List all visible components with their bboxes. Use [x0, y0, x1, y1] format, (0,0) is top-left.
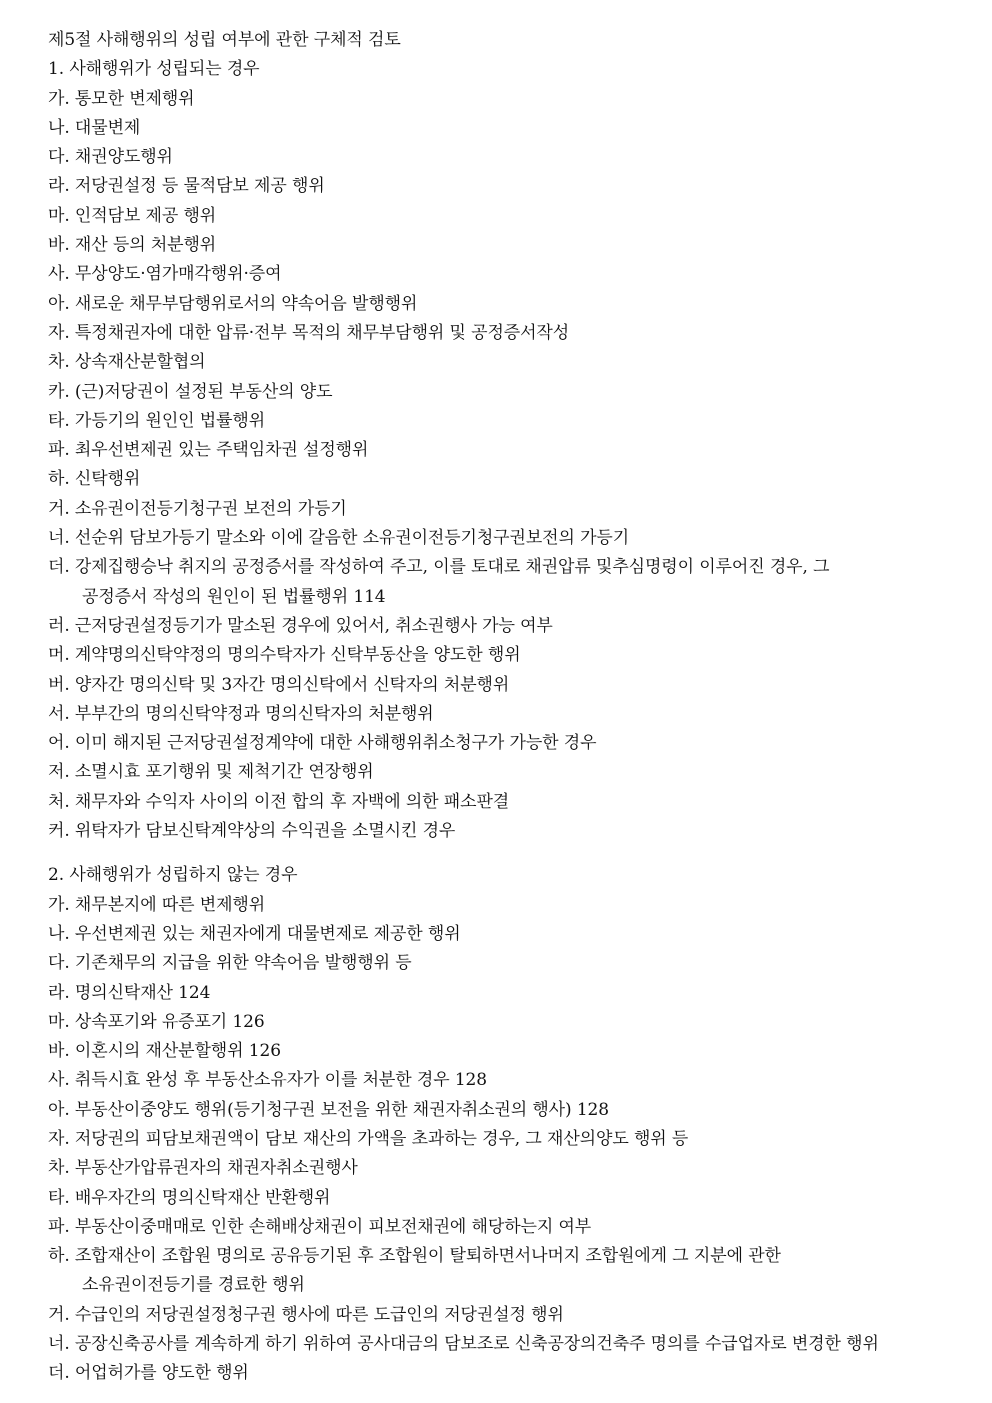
list-item: 버. 양자간 명의신탁 및 3자간 명의신탁에서 신탁자의 처분행위	[48, 674, 510, 695]
list-item: 아. 부동산이중양도 행위(등기청구권 보전을 위한 채권자취소권의 행사) 128	[48, 1099, 609, 1120]
list-item: 서. 부부간의 명의신탁약정과 명의신탁자의 처분행위	[48, 703, 434, 724]
section-gap	[48, 846, 948, 861]
list-item: 바. 재산 등의 처분행위	[48, 235, 217, 256]
list-item: 너. 공장신축공사를 계속하게 하기 위하여 공사대금의 담보조로 신축공장의건축주 명의를 수급업자로 변경한 행위	[48, 1334, 879, 1355]
section-1-heading: 1. 사해행위가 성립되는 경우	[48, 59, 260, 80]
section-2-heading: 2. 사해행위가 성립하지 않는 경우	[48, 865, 298, 886]
list-item: 마. 인적담보 제공 행위	[48, 205, 217, 226]
list-item: 하. 조합재산이 조합원 명의로 공유등기된 후 조합원이 탈퇴하면서나머지 조합원에게 그 지분에 관한	[48, 1246, 781, 1267]
list-item-continuation: 소유권이전등기를 경료한 행위	[82, 1275, 305, 1296]
list-item: 처. 채무자와 수익자 사이의 이전 합의 후 자백에 의한 패소판결	[48, 791, 510, 812]
list-item: 카. (근)저당권이 설정된 부동산의 양도	[48, 381, 333, 402]
list-item: 아. 새로운 채무부담행위로서의 약속어음 발행행위	[48, 293, 418, 314]
list-item: 자. 특정채권자에 대한 압류·전부 목적의 채무부담행위 및 공정증서작성	[48, 322, 570, 343]
list-item: 커. 위탁자가 담보신탁계약상의 수익권을 소멸시킨 경우	[48, 821, 456, 842]
list-item: 더. 강제집행승낙 취지의 공정증서를 작성하여 주고, 이를 토대로 채권압류 및추심명령이 이루어진 경우, 그	[48, 557, 830, 578]
list-item: 더. 어업허가를 양도한 행위	[48, 1363, 249, 1384]
list-item: 머. 계약명의신탁약정의 명의수탁자가 신탁부동산을 양도한 행위	[48, 645, 521, 666]
list-item: 타. 배우자간의 명의신탁재산 반환행위	[48, 1187, 331, 1208]
list-item: 나. 우선변제권 있는 채권자에게 대물변제로 제공한 행위	[48, 923, 461, 944]
list-item: 마. 상속포기와 유증포기 126	[48, 1011, 265, 1032]
list-item: 다. 채권양도행위	[48, 147, 173, 168]
list-item: 바. 이혼시의 재산분할행위 126	[48, 1041, 281, 1062]
list-item: 파. 부동산이중매매로 인한 손해배상채권이 피보전채권에 해당하는지 여부	[48, 1216, 592, 1237]
list-item: 가. 통모한 변제행위	[48, 88, 195, 109]
list-item: 차. 상속재산분할협의	[48, 352, 206, 373]
chapter-title: 제5절 사해행위의 성립 여부에 관한 구체적 검토	[48, 30, 401, 50]
list-item: 사. 취득시효 완성 후 부동산소유자가 이를 처분한 경우 128	[48, 1070, 487, 1091]
list-item: 너. 선순위 담보가등기 말소와 이에 갈음한 소유권이전등기청구권보전의 가등기	[48, 528, 630, 549]
list-item: 어. 이미 해지된 근저당권설정계약에 대한 사해행위취소청구가 가능한 경우	[48, 733, 597, 754]
list-item: 차. 부동산가압류권자의 채권자취소권행사	[48, 1158, 358, 1179]
list-item: 거. 소유권이전등기청구권 보전의 가등기	[48, 498, 347, 519]
list-item: 거. 수급인의 저당권설정청구권 행사에 따른 도급인의 저당권설정 행위	[48, 1304, 564, 1325]
list-item: 다. 기존채무의 지급을 위한 약속어음 발행행위 등	[48, 953, 412, 974]
list-item: 파. 최우선변제권 있는 주택임차권 설정행위	[48, 440, 369, 461]
list-item: 하. 신탁행위	[48, 469, 141, 490]
list-item: 사. 무상양도·염가매각행위·증여	[48, 264, 282, 285]
list-item: 자. 저당권의 피담보채권액이 담보 재산의 가액을 초과하는 경우, 그 재산의양도 행위 등	[48, 1128, 689, 1149]
document-page	[48, 26, 948, 1389]
list-item: 저. 소멸시효 포기행위 및 제척기간 연장행위	[48, 762, 374, 783]
list-item-continuation: 공정증서 작성의 원인이 된 법률행위 114	[82, 586, 386, 607]
list-item: 라. 저당권설정 등 물적담보 제공 행위	[48, 176, 325, 197]
list-item: 가. 채무본지에 따른 변제행위	[48, 894, 266, 915]
list-item: 나. 대물변제	[48, 117, 141, 138]
list-item: 러. 근저당권설정등기가 말소된 경우에 있어서, 취소권행사 가능 여부	[48, 615, 553, 636]
list-item: 타. 가등기의 원인인 법률행위	[48, 410, 266, 431]
list-item: 라. 명의신탁재산 124	[48, 982, 211, 1003]
